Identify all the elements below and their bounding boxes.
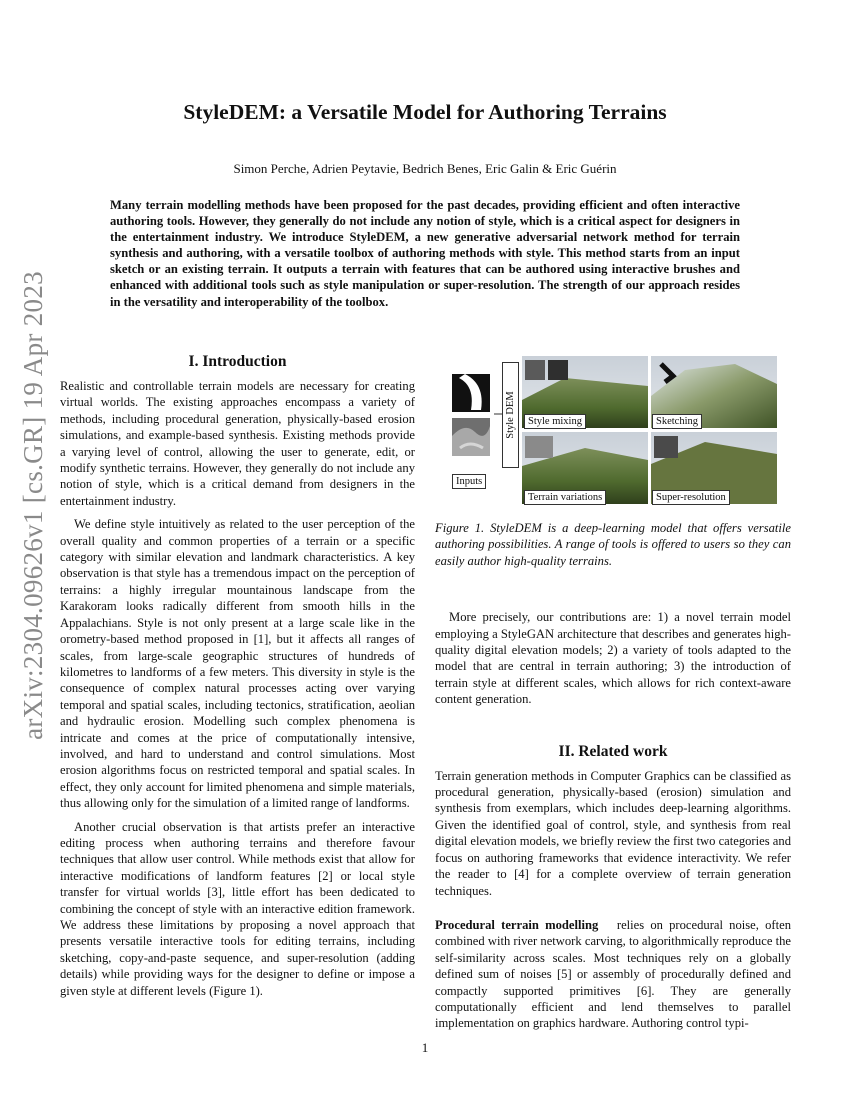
author-list: Simon Perche, Adrien Peytavie, Bedrich Benes, Eric Galin & Eric Guérin — [233, 161, 617, 176]
figure-label-inputs: Inputs — [452, 474, 486, 489]
intro-paragraph-2: We define style intuitively as related to the user perception of the overall quality and common properties of a terrain or a specific category with similar elevation and landmark characteristics. A key observation is that style has a tremendous impact on the perception of terrains: a highly irregular mountainous landscape from the Karakoram looks radically different from smooth hills in the Appalachians. Style is not only present at a large scale like in the orometry-based method proposed in [1], but it affects all ranges of scales, from large-scale geographic structures of hundreds of kilometres to landforms of a few meters. This diversity in style is the consequence of complex natural processes acting over varying temporal and spatial scales, including tectonics, stratification, aeolian and hydraulic erosion. Modelling such complex phenomena is intricate and comes at the price of computationally intensive, involved, and hard to understand and control simulations. Most erosion algorithms focus on restricted temporal and spatial scales. In effect, they only account for limited phenomena and simple materials, thus allowing only for the simulation of a limited range of landforms. — [60, 517, 415, 811]
contributions-paragraph: More precisely, our contributions are: 1) a novel terrain model employing a StyleGAN architecture that describes and generates high-quality digital elevation models; 2) a variety of tools adapted to the model that are central in terrain authoring; 3) the introduction of terrain style at different scales, which allows for rich context-aware content generation. — [435, 610, 791, 707]
figure-label-super-resolution: Super-resolution — [652, 490, 730, 505]
right-column — [435, 352, 791, 1032]
terrain-variations-inset — [525, 436, 553, 458]
related-paragraph-1: Terrain generation methods in Computer Graphics can be classified as procedural generation, physically-based (erosion) simulation and synthesis from exemplars, which includes deep-learning algorithms. Given the identified goal of control, style, and synthesis from real digital elevation models, we briefly review the first two categories and focus on authoring frameworks that evidence interactivity. We refer the reader to [4] for a complete overview of terrain generation techniques. — [435, 768, 791, 898]
style-mixing-inset-1 — [525, 360, 545, 380]
arxiv-stamp — [10, 270, 56, 740]
paper-title: StyleDEM: a Versatile Model for Authoring Terrains — [183, 100, 667, 124]
figure-label-style-mixing: Style mixing — [524, 414, 586, 429]
section-heading-related-work: II. Related work — [558, 742, 668, 760]
intro-paragraph-1: Realistic and controllable terrain models are necessary for creating virtual worlds. The existing approaches encompass a variety of methods, including procedural generation, physically-based erosion simulations, and example-based synthesis. Existing methods provide a varying level of control, allowing the user to generate, edit, or modify synthetic terrains. However, they generally do not include any notion of style, which is a critical demand from designers in the entertainment industry. — [60, 379, 415, 508]
figure-1-caption: Figure 1. StyleDEM is a deep-learning model that offers versatile authoring possibilities. A range of tools is offered to users so they can easily author high-quality terrains. — [435, 521, 791, 568]
section-heading-introduction: I. Introduction — [188, 353, 287, 370]
page-number: 1 — [421, 1040, 429, 1055]
style-mixing-inset-2 — [548, 360, 568, 380]
procedural-text: relies on procedural noise, often combined with river network carving, to algorithmically reproduce the self-similarity across scales. Most techniques rely on a globally defined sum of noises [5] or assembly of procedurally defined and compactly supported primitives [6]. They are generally computationally efficient and lend themselves to parallel implementation on graphics hardware. Authoring control typi- — [435, 917, 791, 1031]
abstract: Many terrain modelling methods have been proposed for the past decades, providing efficient and often interactive authoring tools. However, they generally do not include any notion of style, which is a critical aspect for designers in the entertainment industry. We introduce StyleDEM, a new generative adversarial network method for terrain synthesis and authoring, with a versatile toolbox of authoring methods with style. This method starts from an input sketch or an existing terrain. It outputs a terrain with features that can be authored using interactive brushes and enhanced with additional tools such as style manipulation or super-resolution. The strength of our approach resides in the versatility and interoperability of the toolbox. — [110, 198, 740, 309]
left-column — [60, 352, 415, 999]
arxiv-id: arXiv:2304.09626v1 [cs.GR] 19 Apr 2023 — [17, 270, 48, 740]
procedural-paragraph — [435, 917, 791, 1032]
figure-1 — [435, 356, 787, 508]
figure-label-style-dem-box — [502, 362, 519, 468]
intro-paragraph-3: Another crucial observation is that artists prefer an interactive editing process when authoring terrains and therefore favour techniques that allow user control. While methods exist that allow for interactive modifications of landform features [2] or local style transfer for virtual worlds [3], little effort has been dedicated to combining the concept of style with an interactive edition framework. We address these limitations by proposing a novel approach that presents versatile interactive tools for editing terrains, including sketching, copy-and-paste sequence, and super-resolution (adding details) while providing ways for the designer to define or impose a given style at different levels (Figure 1). — [60, 819, 415, 998]
procedural-runin-title: Procedural terrain modelling — [435, 917, 599, 932]
figure-label-terrain-variations: Terrain variations — [524, 490, 606, 505]
figure-1-graphic — [435, 356, 787, 508]
figure-label-sketching: Sketching — [652, 414, 702, 429]
super-resolution-inset — [654, 436, 678, 458]
figure-label-style-dem: Style DEM — [504, 391, 516, 439]
